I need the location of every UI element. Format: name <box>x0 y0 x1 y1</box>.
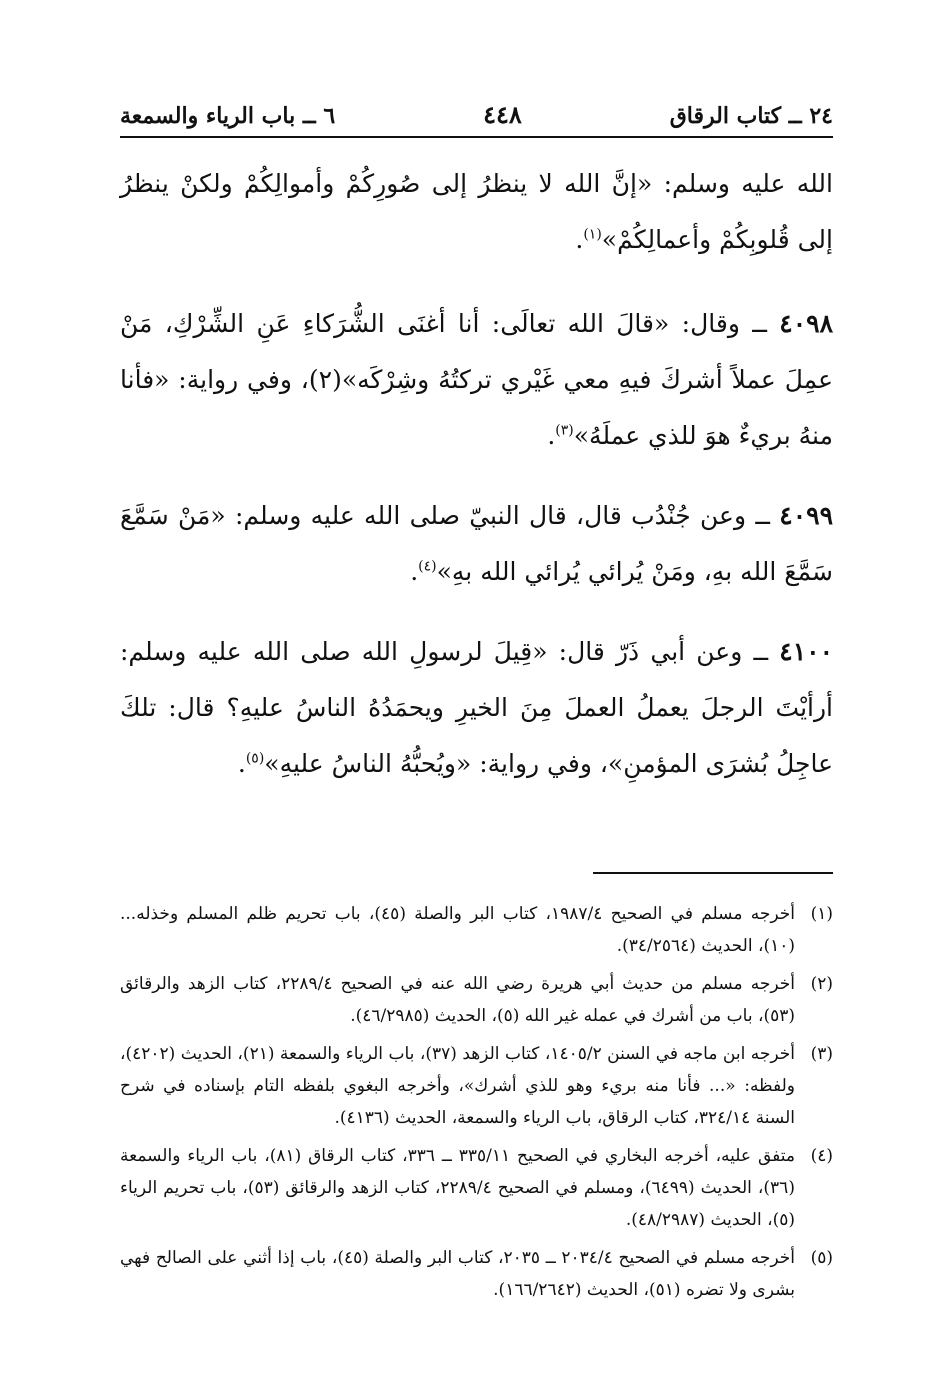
hadith-text: الله عليه وسلم: «إنَّ الله لا ينظرُ إلى صُورِكُمْ وأموالِكُمْ ولكنْ ينظرُ إلى قُلوبِكُمْ وأعمالِكُمْ» <box>120 169 833 254</box>
footnote <box>120 898 833 962</box>
footnote-ref[interactable]: (٤) <box>418 558 437 575</box>
footnote-mark: (١) <box>810 904 833 924</box>
hadith-number: ٤٠٩٩ <box>779 501 833 530</box>
footnote-text: أخرجه مسلم في الصحيح ٢٠٣٤/٤ ــ ٢٠٣٥، كتاب البر والصلة (٤٥)، باب إذا أثني على الصالح فهي بشرى ولا تضره (٥١)، الحديث (١٦٦/٢٦٤٢). <box>120 1248 795 1300</box>
footnote-text: متفق عليه، أخرجه البخاري في الصحيح ٣٣٥/١١ ــ ٣٣٦، كتاب الرقاق (٨١)، باب الرياء والسمعة (٣٦)، الحديث (٦٤٩٩)، ومسلم في الصحيح ٢٢٨٩/٤، كتاب الزهد والرقائق (٥٣)، باب تحريم الرياء (٥)، الحديث (٤٨/٢٩٨٧). <box>120 1146 795 1230</box>
hadith-entry: ٤٠٩٩ ــ وعن جُنْدُب قال، قال النبيّ صلى الله عليه وسلم: «مَنْ سَمَّعَ سَمَّعَ الله بهِ، ومَنْ يُرائي يُرائي الله بهِ»$^{(٤)}$. <box>120 501 833 586</box>
hadith-text: ــ وقال: «قالَ الله تعالَى: أنا أغنَى الشُّرَكاءِ عَنِ الشِّرْكِ، مَنْ عمِلَ عملاً أشركَ فيهِ معي غَيْري تركتُهُ وشِرْكَه»(٢)، وفي رواية: «فأنا منهُ بريءٌ هوَ للذي عملَهُ» <box>120 309 833 450</box>
hadith-entry: ٤١٠٠ ــ وعن أبي ذَرّ قال: «قِيلَ لرسولِ الله صلى الله عليه وسلم: أرأيْتَ الرجلَ يعملُ العملَ مِنَ الخيرِ ويحمَدُهُ الناسُ عليهِ؟ قال: تلكَ عاجِلُ بُشرَى المؤمنِ»، وفي رواية: «ويُحبُّهُ الناسُ عليهِ»$^{(٥)}$. <box>120 637 833 778</box>
header-section: ٦ ــ باب الرياء والسمعة <box>120 103 336 129</box>
page-number: ٤٤٨ <box>483 100 522 129</box>
footnote <box>120 1038 833 1134</box>
hadith-number: ٤٠٩٨ <box>779 309 833 338</box>
footnote-mark: (٥) <box>810 1248 833 1268</box>
book-page <box>120 100 833 1312</box>
hadith-text: ــ وعن أبي ذَرّ قال: «قِيلَ لرسولِ الله صلى الله عليه وسلم: أرأيْتَ الرجلَ يعملُ العملَ مِنَ الخيرِ ويحمَدُهُ الناسُ عليهِ؟ قال: تلكَ عاجِلُ بُشرَى المؤمنِ»، وفي رواية: «ويُحبُّهُ الناسُ عليهِ» <box>120 637 833 778</box>
footnote-text: أخرجه ابن ماجه في السنن ١٤٠٥/٢، كتاب الزهد (٣٧)، باب الرياء والسمعة (٢١)، الحديث (٤٢٠٢)، ولفظه: «... فأنا منه بريء وهو للذي أشرك»، وأخرجه البغوي بلفظه التام بإسناده في شرح السنة ٣٢٤/١٤، كتاب الرقاق، باب الرياء والسمعة، الحديث (٤١٣٦). <box>120 1044 795 1128</box>
footnote-mark: (٣) <box>810 1044 833 1064</box>
footnote <box>120 1140 833 1236</box>
footnote-mark: (٢) <box>810 974 833 994</box>
footnote-text: أخرجه مسلم من حديث أبي هريرة رضي الله عنه في الصحيح ٢٢٨٩/٤، كتاب الزهد والرقائق (٥٣)، باب من أشرك في عمله غير الله (٥)، الحديث (٤٦/٢٩٨٥). <box>120 974 795 1026</box>
footnote-ref[interactable]: (١) <box>583 226 602 243</box>
hadith-text: ــ وعن جُنْدُب قال، قال النبيّ صلى الله عليه وسلم: «مَنْ سَمَّعَ سَمَّعَ الله بهِ، ومَنْ يُرائي يُرائي الله بهِ» <box>120 501 833 586</box>
footnote <box>120 1242 833 1306</box>
footnote-ref[interactable]: (٣) <box>555 422 574 439</box>
hadith-entry: الله عليه وسلم: «إنَّ الله لا ينظرُ إلى صُورِكُمْ وأموالِكُمْ ولكنْ ينظرُ إلى قُلوبِكُمْ وأعمالِكُمْ»$^{(١)}$. <box>120 169 833 254</box>
footnote-mark: (٤) <box>810 1146 833 1166</box>
running-header <box>120 100 833 136</box>
footnote-text: أخرجه مسلم في الصحيح ١٩٨٧/٤، كتاب البر والصلة (٤٥)، باب تحريم ظلم المسلم وخذله... (١٠)، الحديث (٣٤/٢٥٦٤). <box>120 904 795 956</box>
footnote-separator <box>593 872 833 874</box>
header-chapter: ٢٤ ــ كتاب الرقاق <box>669 103 833 129</box>
hadith-number: ٤١٠٠ <box>779 637 833 666</box>
footnote-ref[interactable]: (٥) <box>245 750 265 767</box>
hadith-entry: ٤٠٩٨ ــ وقال: «قالَ الله تعالَى: أنا أغنَى الشُّرَكاءِ عَنِ الشِّرْكِ، مَنْ عمِلَ عملاً أشركَ فيهِ معي غَيْري تركتُهُ وشِرْكَه»(٢)، وفي رواية: «فأنا منهُ بريءٌ هوَ للذي عملَهُ»$^{(٣)}$. <box>120 309 833 450</box>
header-rule <box>120 136 833 138</box>
footnote <box>120 968 833 1032</box>
